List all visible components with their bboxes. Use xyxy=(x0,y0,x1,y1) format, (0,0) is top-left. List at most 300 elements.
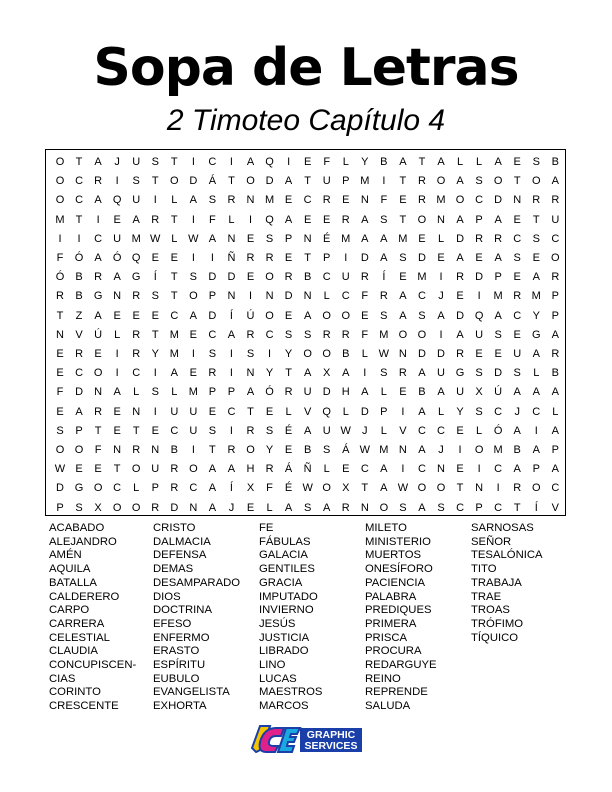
word-column xyxy=(471,522,543,645)
grid-letter: R xyxy=(551,271,560,284)
grid-letter: A xyxy=(494,252,502,264)
grid-letter: E xyxy=(303,213,312,226)
grid-letter: E xyxy=(208,405,217,418)
grid-letter: W xyxy=(397,482,409,495)
grid-letter: Ú xyxy=(494,386,503,399)
grid-letter: S xyxy=(303,328,312,341)
grid-letter: O xyxy=(303,348,312,360)
grid-letter: N xyxy=(360,194,369,207)
grid-letter: L xyxy=(437,232,445,245)
grid-row xyxy=(46,498,565,518)
grid-letter: Ñ xyxy=(303,463,312,476)
grid-letter: I xyxy=(191,348,195,360)
grid-letter: S xyxy=(75,501,83,514)
grid-letter: I xyxy=(477,463,481,476)
grid-letter: W xyxy=(150,232,161,245)
grid-letter: S xyxy=(418,309,426,322)
word-item: PREDIQUES xyxy=(365,604,432,617)
grid-letter: C xyxy=(513,232,522,245)
grid-letter: C xyxy=(75,175,84,188)
grid-letter: P xyxy=(475,213,483,226)
grid-letter: S xyxy=(380,367,388,380)
word-item: DESAMPARADO xyxy=(153,576,241,589)
grid-letter: N xyxy=(265,290,274,303)
grid-letter: L xyxy=(342,405,349,418)
grid-letter: O xyxy=(246,175,255,188)
grid-letter: S xyxy=(494,328,502,341)
grid-letter: E xyxy=(342,194,350,207)
grid-letter: S xyxy=(208,194,217,207)
grid-letter: A xyxy=(323,501,331,514)
grid-letter: P xyxy=(284,232,293,245)
grid-letter: S xyxy=(380,309,388,322)
grid-letter: O xyxy=(55,156,65,168)
grid-letter: N xyxy=(398,348,407,360)
grid-letter: W xyxy=(54,463,66,476)
grid-letter: D xyxy=(494,194,503,207)
word-item: SALUDA xyxy=(365,700,411,713)
grid-letter: T xyxy=(132,424,140,437)
grid-letter: R xyxy=(417,194,426,207)
grid-letter: R xyxy=(170,482,179,495)
grid-letter: R xyxy=(551,348,560,360)
word-item: BATALLA xyxy=(49,576,97,589)
grid-letter: N xyxy=(132,405,141,418)
grid-letter: U xyxy=(322,424,331,437)
grid-letter: I xyxy=(210,252,214,264)
grid-letter: S xyxy=(532,232,540,245)
grid-letter: C xyxy=(75,194,84,207)
grid-letter: É xyxy=(323,232,331,245)
grid-letter: E xyxy=(56,348,64,360)
grid-letter: O xyxy=(322,348,331,360)
grid-letter: Y xyxy=(532,309,540,322)
grid-letter: L xyxy=(133,482,140,495)
grid-letter: S xyxy=(151,156,159,168)
grid-letter: R xyxy=(56,290,64,303)
grid-letter: S xyxy=(284,328,293,341)
grid-letter: O xyxy=(322,482,331,495)
grid-row xyxy=(46,229,565,249)
grid-letter: U xyxy=(513,348,522,360)
grid-letter: I xyxy=(115,367,119,380)
grid-letter: Y xyxy=(265,367,274,380)
grid-letter: T xyxy=(532,213,540,226)
grid-letter: R xyxy=(551,194,560,207)
grid-letter: A xyxy=(551,328,559,341)
grid-letter: U xyxy=(170,405,179,418)
grid-row xyxy=(46,382,565,402)
grid-letter: R xyxy=(132,444,141,456)
grid-letter: A xyxy=(361,213,369,226)
grid-letter: R xyxy=(265,463,274,476)
grid-letter: L xyxy=(171,194,178,207)
grid-letter: L xyxy=(285,405,292,418)
grid-letter: E xyxy=(94,348,102,360)
grid-letter: I xyxy=(268,348,272,360)
grid-letter: E xyxy=(399,386,407,399)
grid-letter: N xyxy=(113,290,122,303)
grid-letter: O xyxy=(436,482,446,495)
grid-letter: N xyxy=(246,194,255,207)
word-item: ACABADO xyxy=(49,522,105,534)
grid-letter: N xyxy=(56,328,64,341)
grid-letter: A xyxy=(303,367,312,380)
grid-letter: V xyxy=(75,328,83,341)
grid-letter: R xyxy=(284,271,293,284)
grid-letter: C xyxy=(113,482,122,495)
grid-letter: A xyxy=(284,175,293,188)
grid-letter: I xyxy=(248,290,253,303)
grid-letter: A xyxy=(551,386,559,399)
grid-letter: R xyxy=(322,328,331,341)
grid-letter: I xyxy=(229,367,233,380)
grid-letter: I xyxy=(77,232,81,245)
grid-letter: Í xyxy=(534,501,538,514)
grid-letter: L xyxy=(476,156,483,168)
word-item: REDARGUYE xyxy=(365,659,437,672)
grid-letter: E xyxy=(284,194,293,207)
word-item: EFESO xyxy=(153,617,192,630)
grid-letter: P xyxy=(494,271,502,284)
grid-letter: I xyxy=(439,328,443,341)
grid-letter: E xyxy=(456,463,464,476)
grid-letter: S xyxy=(208,424,217,437)
grid-letter: Ó xyxy=(55,271,65,284)
grid-letter: R xyxy=(379,290,388,303)
grid-letter: A xyxy=(361,232,369,245)
grid-letter: Á xyxy=(284,463,293,476)
word-item: CARPO xyxy=(49,604,90,617)
grid-letter: O xyxy=(398,328,408,341)
grid-letter: G xyxy=(531,328,541,341)
grid-letter: C xyxy=(189,482,198,495)
word-item: TESALÓNICA xyxy=(471,549,543,562)
grid-letter: I xyxy=(401,405,405,418)
grid-row xyxy=(46,171,565,191)
grid-letter: U xyxy=(113,232,122,245)
grid-letter: A xyxy=(113,271,121,284)
grid-letter: T xyxy=(75,156,83,168)
grid-letter: E xyxy=(151,252,159,264)
grid-letter: F xyxy=(361,290,369,303)
grid-letter: R xyxy=(513,290,522,303)
grid-letter: Ú xyxy=(94,328,103,341)
grid-letter: L xyxy=(361,348,368,360)
grid-letter: D xyxy=(417,348,426,360)
grid-letter: A xyxy=(437,156,445,168)
grid-letter: S xyxy=(532,156,540,168)
grid-row xyxy=(46,267,565,287)
grid-letter: L xyxy=(228,213,235,226)
grid-letter: O xyxy=(531,175,541,188)
word-column xyxy=(259,522,322,714)
grid-letter: S xyxy=(265,232,274,245)
grid-letter: I xyxy=(458,444,462,456)
word-item: CONCUPISCEN- xyxy=(49,659,137,672)
grid-letter: C xyxy=(170,424,179,437)
grid-letter: I xyxy=(153,194,157,207)
grid-row xyxy=(46,306,565,326)
grid-letter: A xyxy=(399,156,407,168)
grid-letter: F xyxy=(209,213,216,226)
grid-letter: D xyxy=(475,271,484,284)
grid-letter: R xyxy=(284,386,293,399)
grid-letter: O xyxy=(379,501,389,514)
grid-letter: I xyxy=(287,156,291,168)
grid-letter: E xyxy=(265,405,274,418)
grid-letter: I xyxy=(229,348,233,360)
word-item: IMPUTADO xyxy=(259,590,318,603)
grid-letter: J xyxy=(228,501,235,514)
grid-letter: A xyxy=(399,290,407,303)
grid-letter: D xyxy=(284,290,293,303)
grid-letter: P xyxy=(75,424,83,437)
grid-letter: N xyxy=(227,232,236,245)
word-item: CARRERA xyxy=(49,617,105,630)
grid-letter: U xyxy=(437,367,445,380)
grid-letter: M xyxy=(360,175,370,188)
grid-letter: T xyxy=(151,328,159,341)
grid-letter: V xyxy=(303,405,312,418)
grid-letter: I xyxy=(191,213,195,226)
grid-letter: G xyxy=(131,271,141,284)
grid-letter: Q xyxy=(265,156,274,168)
word-item: ALEJANDRO xyxy=(49,535,117,548)
word-item: DIOS xyxy=(153,590,181,603)
grid-letter: N xyxy=(113,444,122,456)
word-item: MAESTROS xyxy=(259,686,323,699)
grid-letter: U xyxy=(151,463,160,476)
grid-letter: I xyxy=(191,156,195,168)
grid-letter: T xyxy=(170,213,178,226)
word-item: CRISTO xyxy=(153,522,196,534)
grid-letter: I xyxy=(229,156,233,168)
grid-letter: S xyxy=(323,444,331,456)
grid-letter: E xyxy=(513,271,521,284)
grid-letter: E xyxy=(113,405,121,418)
grid-letter: C xyxy=(303,194,312,207)
grid-letter: A xyxy=(380,232,388,245)
grid-letter: O xyxy=(170,175,179,188)
page-title: Sopa de Letras xyxy=(93,38,519,98)
grid-letter: W xyxy=(378,348,390,360)
grid-letter: B xyxy=(551,367,559,380)
grid-letter: T xyxy=(94,424,102,437)
grid-row xyxy=(46,421,565,441)
grid-letter: T xyxy=(456,482,464,495)
grid-letter: A xyxy=(380,482,388,495)
word-item: PRIMERA xyxy=(365,617,417,630)
grid-letter: D xyxy=(360,252,369,264)
grid-letter: A xyxy=(513,463,521,476)
word-item: PACIENCIA xyxy=(365,576,426,589)
grid-letter: N xyxy=(513,194,522,207)
grid-letter: E xyxy=(246,271,255,284)
grid-row xyxy=(46,325,565,345)
grid-letter: A xyxy=(456,252,464,264)
grid-letter: C xyxy=(494,405,503,418)
grid-letter: U xyxy=(132,194,141,207)
grid-letter: M xyxy=(169,328,179,341)
grid-letter: O xyxy=(417,482,427,495)
grid-letter: E xyxy=(303,156,312,168)
grid-letter: C xyxy=(94,232,103,245)
grid-letter: A xyxy=(284,501,293,514)
grid-letter: P xyxy=(227,386,236,399)
grid-letter: R xyxy=(360,271,369,284)
grid-letter: C xyxy=(475,194,484,207)
grid-letter: E xyxy=(56,367,64,380)
grid-letter: O xyxy=(417,213,427,226)
word-item: DALMACIA xyxy=(153,535,211,548)
grid-letter: E xyxy=(456,424,464,437)
grid-letter: A xyxy=(227,328,236,341)
grid-letter: D xyxy=(208,271,217,284)
word-item: FE xyxy=(259,522,274,534)
grid-letter: U xyxy=(341,271,350,284)
word-item: ENFERMO xyxy=(153,631,210,644)
grid-letter: E xyxy=(323,213,331,226)
grid-letter: D xyxy=(227,271,236,284)
grid-letter: O xyxy=(93,482,103,495)
grid-letter: O xyxy=(474,444,484,456)
word-item: FÁBULAS xyxy=(259,535,311,548)
grid-letter: U xyxy=(551,213,560,226)
grid-letter: Q xyxy=(131,252,141,264)
word-item: MILETO xyxy=(365,522,407,534)
grid-letter: Z xyxy=(75,309,83,322)
grid-letter: A xyxy=(551,175,559,188)
grid-letter: D xyxy=(322,386,331,399)
grid-letter: F xyxy=(56,386,64,399)
grid-letter: X xyxy=(475,386,483,399)
grid-letter: U xyxy=(189,405,198,418)
word-item: MINISTERIO xyxy=(365,535,431,548)
grid-letter: C xyxy=(417,424,426,437)
grid-letter: B xyxy=(303,444,312,456)
word-item: CORINTO xyxy=(49,686,101,699)
word-item: ESPÍRITU xyxy=(153,659,206,672)
grid-letter: A xyxy=(456,328,464,341)
grid-letter: R xyxy=(151,501,160,514)
grid-letter: F xyxy=(323,156,331,168)
grid-letter: S xyxy=(132,175,140,188)
grid-letter: C xyxy=(341,290,350,303)
grid-letter: R xyxy=(75,348,84,360)
grid-letter: A xyxy=(246,156,255,168)
grid-letter: N xyxy=(151,444,160,456)
grid-letter: I xyxy=(382,175,386,188)
word-item: LIBRADO xyxy=(259,645,309,658)
grid-letter: C xyxy=(208,328,217,341)
grid-letter: Í xyxy=(382,271,386,284)
grid-letter: T xyxy=(361,482,369,495)
grid-letter: N xyxy=(398,444,407,456)
grid-letter: L xyxy=(437,405,445,418)
grid-row xyxy=(46,210,565,230)
word-item: CELESTIAL xyxy=(49,631,110,644)
word-item: GENTILES xyxy=(259,563,315,576)
grid-letter: L xyxy=(380,424,387,437)
grid-letter: T xyxy=(170,156,178,168)
grid-letter: P xyxy=(323,252,331,264)
grid-letter: E xyxy=(418,232,426,245)
grid-letter: I xyxy=(191,252,195,264)
grid-letter: R xyxy=(94,175,103,188)
grid-letter: R xyxy=(151,213,160,226)
grid-letter: C xyxy=(417,463,426,476)
grid-letter: E xyxy=(113,309,121,322)
grid-letter: O xyxy=(55,444,65,456)
grid-letter: M xyxy=(188,386,198,399)
grid-row xyxy=(46,363,565,383)
grid-letter: U xyxy=(456,386,465,399)
grid-letter: E xyxy=(437,252,445,264)
grid-letter: Ó xyxy=(112,252,122,264)
word-item: REINO xyxy=(365,672,401,685)
word-item: TROAS xyxy=(471,604,510,617)
grid-letter: D xyxy=(189,175,198,188)
grid-letter: I xyxy=(153,405,157,418)
grid-letter: R xyxy=(341,501,350,514)
grid-letter: G xyxy=(93,290,103,303)
grid-letter: S xyxy=(265,424,274,437)
letter-grid xyxy=(45,149,566,516)
grid-letter: J xyxy=(362,424,368,437)
grid-letter: I xyxy=(58,232,62,245)
grid-letter: O xyxy=(265,309,274,322)
grid-letter: A xyxy=(342,367,350,380)
grid-letter: D xyxy=(437,348,445,360)
grid-letter: O xyxy=(55,175,65,188)
grid-letter: Ó xyxy=(74,252,84,264)
grid-letter: E xyxy=(399,194,407,207)
grid-letter: Y xyxy=(151,348,159,360)
grid-letter: R xyxy=(398,367,407,380)
word-item: TÍQUICO xyxy=(471,631,519,644)
grid-letter: C xyxy=(132,367,141,380)
word-item: DOCTRINA xyxy=(153,604,212,617)
word-column xyxy=(365,522,437,714)
grid-letter: N xyxy=(227,290,236,303)
grid-letter: A xyxy=(551,424,559,437)
grid-letter: D xyxy=(417,252,426,264)
grid-letter: B xyxy=(513,444,521,456)
grid-letter: J xyxy=(114,156,120,168)
word-item: CALDERERO xyxy=(49,590,120,603)
grid-letter: P xyxy=(151,482,159,495)
grid-letter: O xyxy=(112,501,122,514)
grid-letter: C xyxy=(170,309,179,322)
grid-letter: M xyxy=(131,232,141,245)
word-item: CLAUDIA xyxy=(49,645,98,658)
word-item: TRAE xyxy=(471,590,502,603)
grid-letter: Y xyxy=(284,348,293,360)
grid-letter: C xyxy=(265,328,274,341)
grid-letter: E xyxy=(456,290,464,303)
grid-letter: N xyxy=(246,367,255,380)
grid-letter: T xyxy=(418,156,426,168)
grid-letter: D xyxy=(75,386,84,399)
grid-letter: T xyxy=(285,367,292,380)
grid-row xyxy=(46,248,565,268)
grid-letter: A xyxy=(532,386,540,399)
grid-letter: A xyxy=(303,309,312,322)
grid-letter: J xyxy=(438,290,444,303)
word-item: INVIERNO xyxy=(259,604,314,617)
grid-letter: A xyxy=(532,271,540,284)
